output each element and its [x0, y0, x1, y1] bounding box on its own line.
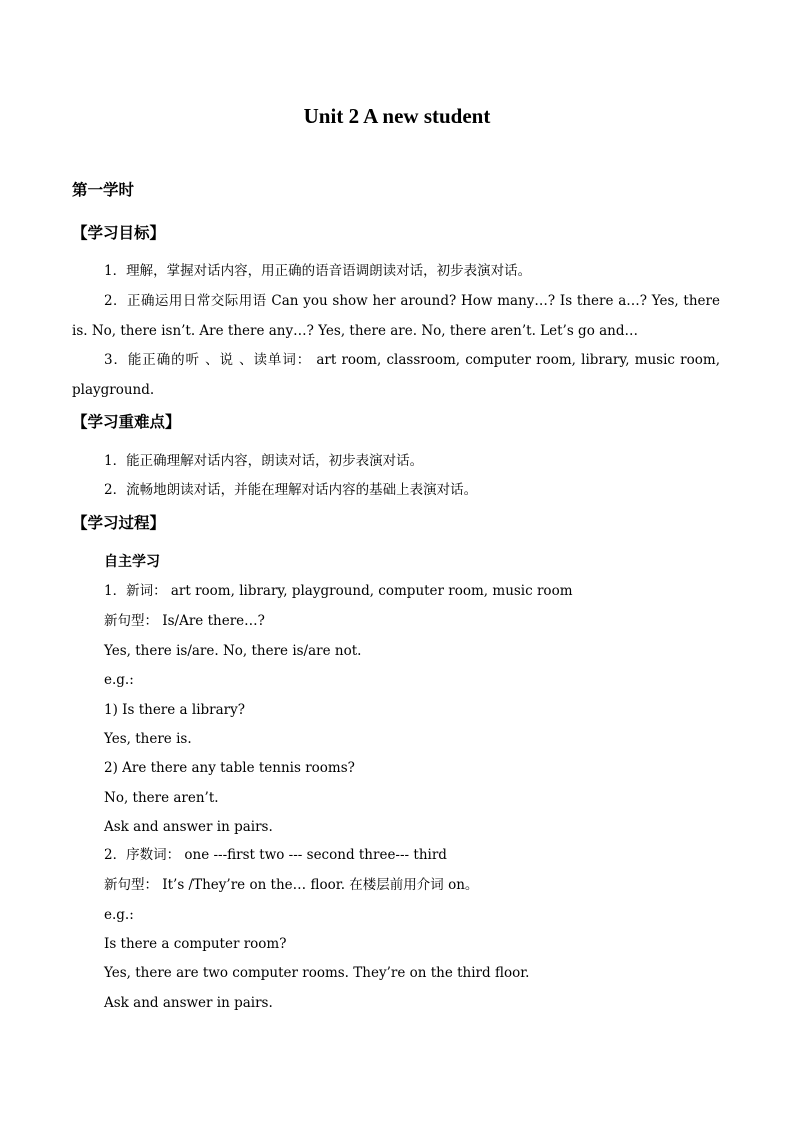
process-line: 1．新词： art room, library, playground, computer room, music room	[104, 583, 573, 599]
self-study-heading: 自主学习	[104, 554, 160, 570]
goals-heading: 【学习目标】	[72, 224, 166, 242]
process-line: Yes, there is.	[104, 731, 192, 747]
goal-item-1: 1．理解，掌握对话内容，用正确的语音语调朗读对话，初步表演对话。	[104, 263, 532, 279]
goal-item-3-line-1: 3．能正确的听 、说 、读单词： art room, classroom, computer room, library, music room,	[104, 352, 720, 368]
process-heading: 【学习过程】	[72, 514, 166, 532]
process-line: Is there a computer room?	[104, 936, 287, 952]
keypoint-item-2: 2．流畅地朗读对话，并能在理解对话内容的基础上表演对话。	[104, 482, 478, 498]
process-line: Ask and answer in pairs.	[104, 995, 273, 1011]
page-title: Unit 2 A new student	[303, 104, 491, 128]
process-line: 2) Are there any table tennis rooms?	[104, 760, 355, 776]
process-line: e.g.:	[104, 907, 134, 923]
goal-item-2-line-1: 2．正确运用日常交际用语 Can you show her around? How many…? Is there a…? Yes, there	[104, 293, 720, 309]
goal-item-3-line-2: playground.	[72, 382, 155, 398]
process-line: 新句型： Is/Are there…?	[104, 613, 265, 629]
process-line: e.g.:	[104, 672, 134, 688]
process-line: 新句型： It’s /They’re on the… floor. 在楼层前用介词 on。	[104, 877, 479, 893]
process-line: Ask and answer in pairs.	[104, 819, 273, 835]
process-line: 2．序数词： one ---first two --- second three--- third	[104, 847, 447, 863]
process-line: Yes, there is/are. No, there is/are not.	[104, 643, 362, 659]
process-line: 1) Is there a library?	[104, 702, 245, 718]
goal-item-2-line-2: is. No, there isn’t. Are there any…? Yes, there are. No, there aren’t. Let’s go and…	[72, 323, 638, 339]
process-line: No, there aren’t.	[104, 790, 219, 806]
keypoint-item-1: 1．能正确理解对话内容，朗读对话，初步表演对话。	[104, 453, 424, 469]
keypoints-heading: 【学习重难点】	[72, 413, 181, 431]
process-line: Yes, there are two computer rooms. They’re on the third floor.	[104, 965, 530, 981]
lesson-heading: 第一学时	[72, 181, 135, 199]
